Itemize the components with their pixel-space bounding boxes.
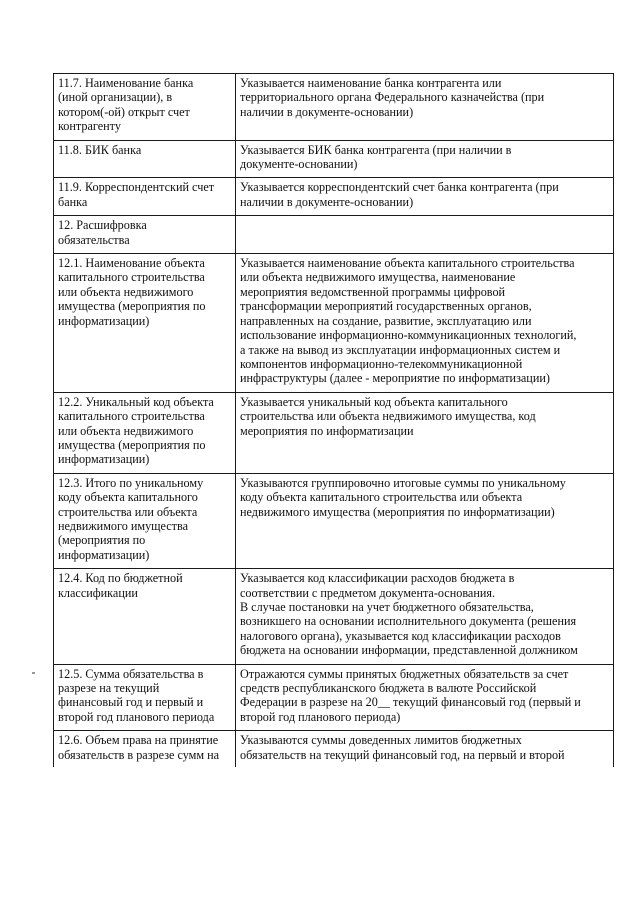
field-description: Указывается наименование банка контрагента или территориального органа Федерального казначейства (при наличии в документе-основании) xyxy=(240,76,545,119)
field-description: Отражаются суммы принятых бюджетных обязательств за счет средств республиканского бюджета в валюте Российской Федерации в разрезе на 20__ текущий финансовый год (первый и второй год планового периода) xyxy=(240,666,581,724)
field-description: Указывается корреспондентский счет банка контрагента (при наличии в документе-основании) xyxy=(240,180,559,209)
field-name: 12.6. Объем права на принятие обязательств в разрезе сумм на xyxy=(58,733,220,762)
field-name-cell xyxy=(54,392,236,473)
table-row xyxy=(54,178,614,216)
field-description: Указываются группировочно итоговые суммы по уникальному коду объекта капитального строительства или объекта недвижимого имущества (мероприятия по информатизации) xyxy=(240,475,566,519)
table-row xyxy=(54,569,614,664)
field-description: Указывается БИК банка контрагента (при наличии в документе-основании) xyxy=(240,142,512,172)
field-name-cell xyxy=(54,74,236,141)
field-name-cell xyxy=(54,569,236,664)
field-name-cell xyxy=(54,664,236,731)
scan-speck xyxy=(32,672,35,674)
field-name-cell xyxy=(54,731,236,768)
requisites-table xyxy=(53,73,614,767)
field-description-cell xyxy=(236,74,614,141)
table-row xyxy=(54,731,614,768)
field-name: 12. Расшифровка обязательства xyxy=(58,218,147,247)
field-description-cell xyxy=(236,664,614,731)
field-description-cell xyxy=(236,473,614,568)
field-description: Указывается код классификации расходов бюджета в соответствии с предметом документа-основания. В случае постановки на учет бюджетного обязательства, возникшего на основании исполнительного документа (решения налогового органа), указывается код классификации расходов бюджета на основании информации, представленной должником xyxy=(240,571,578,658)
field-name-cell xyxy=(54,254,236,393)
field-name: 12.3. Итого по уникальному коду объекта капитального строительства или объекта недвижимого имущества (мероприятия по информатизации) xyxy=(58,475,204,562)
field-description: Указывается наименование объекта капитального строительства или объекта недвижимого имущества, наименование мероприятия ведомственной программы цифровой трансформации мероприятий государственных органов, направленных на создание, развитие, эксплуатацию или использование информационно-коммуникационных технологий, а также на вывод из эксплуатации информационных систем и компонентов информационно-телекоммуникационной инфраструктуры (далее - мероприятие по информатизации) xyxy=(240,256,577,386)
field-name-cell xyxy=(54,216,236,254)
field-name: 12.4. Код по бюджетной классификации xyxy=(58,571,183,600)
field-description-cell xyxy=(236,569,614,664)
table-row xyxy=(54,140,614,178)
table-row xyxy=(54,74,614,141)
field-name: 11.7. Наименование банка (иной организации), в котором(-ой) открыт счет контрагенту xyxy=(58,76,194,134)
field-description-cell xyxy=(236,216,614,254)
field-name-cell xyxy=(54,178,236,216)
field-name-cell xyxy=(54,140,236,178)
field-name: 12.2. Уникальный код объекта капитального строительства или объекта недвижимого имущества (мероприятия по информатизации) xyxy=(58,394,214,467)
field-name: 12.1. Наименование объекта капитального строительства или объекта недвижимого имущества (мероприятия по информатизации) xyxy=(58,256,206,328)
field-name: 12.5. Сумма обязательства в разрезе на текущий финансовый год и первый и второй год планового периода xyxy=(58,666,215,724)
field-description-cell xyxy=(236,140,614,178)
field-description: Указывается уникальный код объекта капитального строительства или объекта недвижимого имущества, код мероприятия по информатизации xyxy=(240,394,536,438)
field-name: 11.9. Корреспондентский счет банка xyxy=(58,180,215,209)
field-description-cell xyxy=(236,254,614,393)
field-description-cell xyxy=(236,392,614,473)
field-name: 11.8. БИК банка xyxy=(58,142,142,157)
field-description-cell xyxy=(236,731,614,768)
table-row xyxy=(54,254,614,393)
table-row xyxy=(54,392,614,473)
field-name-cell xyxy=(54,473,236,568)
table-row xyxy=(54,473,614,568)
field-description: Указываются суммы доведенных лимитов бюджетных обязательств на текущий финансовый год, на первый и второй xyxy=(240,733,565,762)
table-row xyxy=(54,216,614,254)
field-description-cell xyxy=(236,178,614,216)
table-row xyxy=(54,664,614,731)
